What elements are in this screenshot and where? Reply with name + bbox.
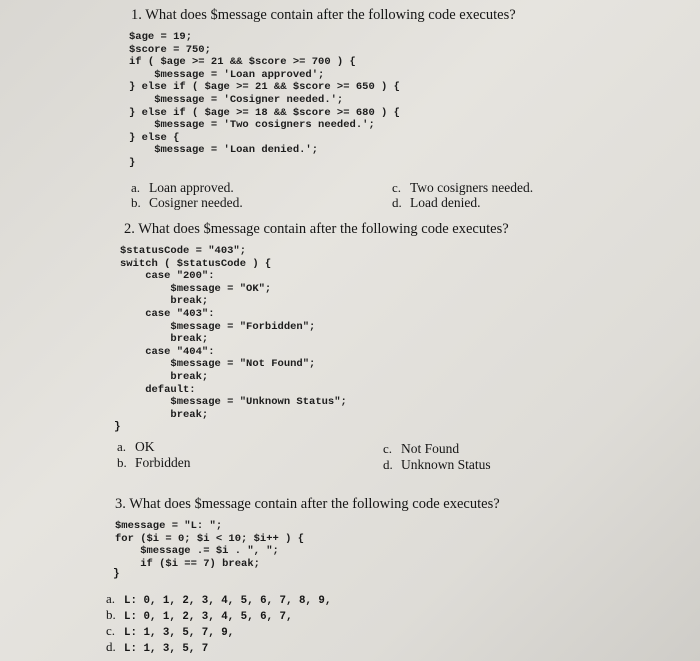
option-text: L: 0, 1, 2, 3, 4, 5, 6, 7,: [124, 611, 293, 623]
question-3-closing-brace: }: [113, 568, 120, 580]
option-letter: b.: [131, 195, 141, 210]
option-letter: d.: [106, 639, 116, 654]
option-text: Loan approved.: [149, 180, 234, 195]
question-2-closing-brace: }: [114, 421, 121, 433]
option-letter: b.: [117, 455, 127, 470]
option-letter: a.: [117, 439, 127, 454]
option-text: Cosigner needed.: [149, 195, 243, 210]
question-2-title: 2. What does $message contain after the following code executes?: [124, 221, 509, 237]
question-1-code: $age = 19; $score = 750; if ( $age >= 21 && $score >= 700 ) { $message = 'Loan approved'; } else if ( $age >= 21 && $score >= 650 ) { $message = 'Cosigner needed.'; } else if ( $age >= 18 && $score >= 680 ) { $message = 'Two cosigners needed.'; } else { $message = 'Loan denied.'; }: [129, 31, 400, 169]
option-letter: c.: [383, 441, 393, 456]
question-3-option-b: [106, 607, 292, 623]
option-text: Unknown Status: [401, 457, 491, 472]
option-text: L: 1, 3, 5, 7: [124, 643, 209, 655]
question-1-option-b: [131, 195, 243, 211]
question-3-option-a: [106, 591, 331, 607]
option-letter: a.: [131, 180, 141, 195]
option-letter: c.: [106, 623, 116, 638]
option-letter: d.: [392, 195, 402, 210]
question-3-title: 3. What does $message contain after the following code executes?: [115, 496, 500, 512]
question-3-code: $message = "L: "; for ($i = 0; $i < 10; $i++ ) { $message .= $i . ", "; if ($i == 7) break;: [115, 520, 305, 570]
option-text: L: 1, 3, 5, 7, 9,: [124, 627, 235, 639]
question-2-option-a: [117, 439, 155, 455]
option-letter: a.: [106, 591, 116, 606]
question-2-option-d: [383, 457, 491, 473]
option-text: Forbidden: [135, 455, 191, 470]
question-1-option-d: [392, 195, 480, 211]
question-1-option-a: [131, 180, 234, 196]
option-text: OK: [135, 439, 155, 454]
option-text: Two cosigners needed.: [410, 180, 534, 195]
question-2-code: $statusCode = "403"; switch ( $statusCode ) { case "200": $message = "OK"; break; case "403": $message = "Forbidden"; break; case "404": $message = "Not Found"; break; default: $message = "Unknown Status"; break;: [120, 245, 347, 421]
question-3-option-d: [106, 639, 208, 655]
option-text: Not Found: [401, 441, 460, 456]
question-2-option-b: [117, 455, 191, 471]
question-2-option-c: [383, 441, 459, 457]
option-letter: c.: [392, 180, 402, 195]
option-text: L: 0, 1, 2, 3, 4, 5, 6, 7, 8, 9,: [124, 595, 332, 607]
question-1-title: 1. What does $message contain after the following code executes?: [131, 7, 516, 23]
question-1-option-c: [392, 180, 533, 196]
option-letter: b.: [106, 607, 116, 622]
question-3-option-c: [106, 623, 234, 639]
option-text: Load denied.: [410, 195, 481, 210]
option-letter: d.: [383, 457, 393, 472]
